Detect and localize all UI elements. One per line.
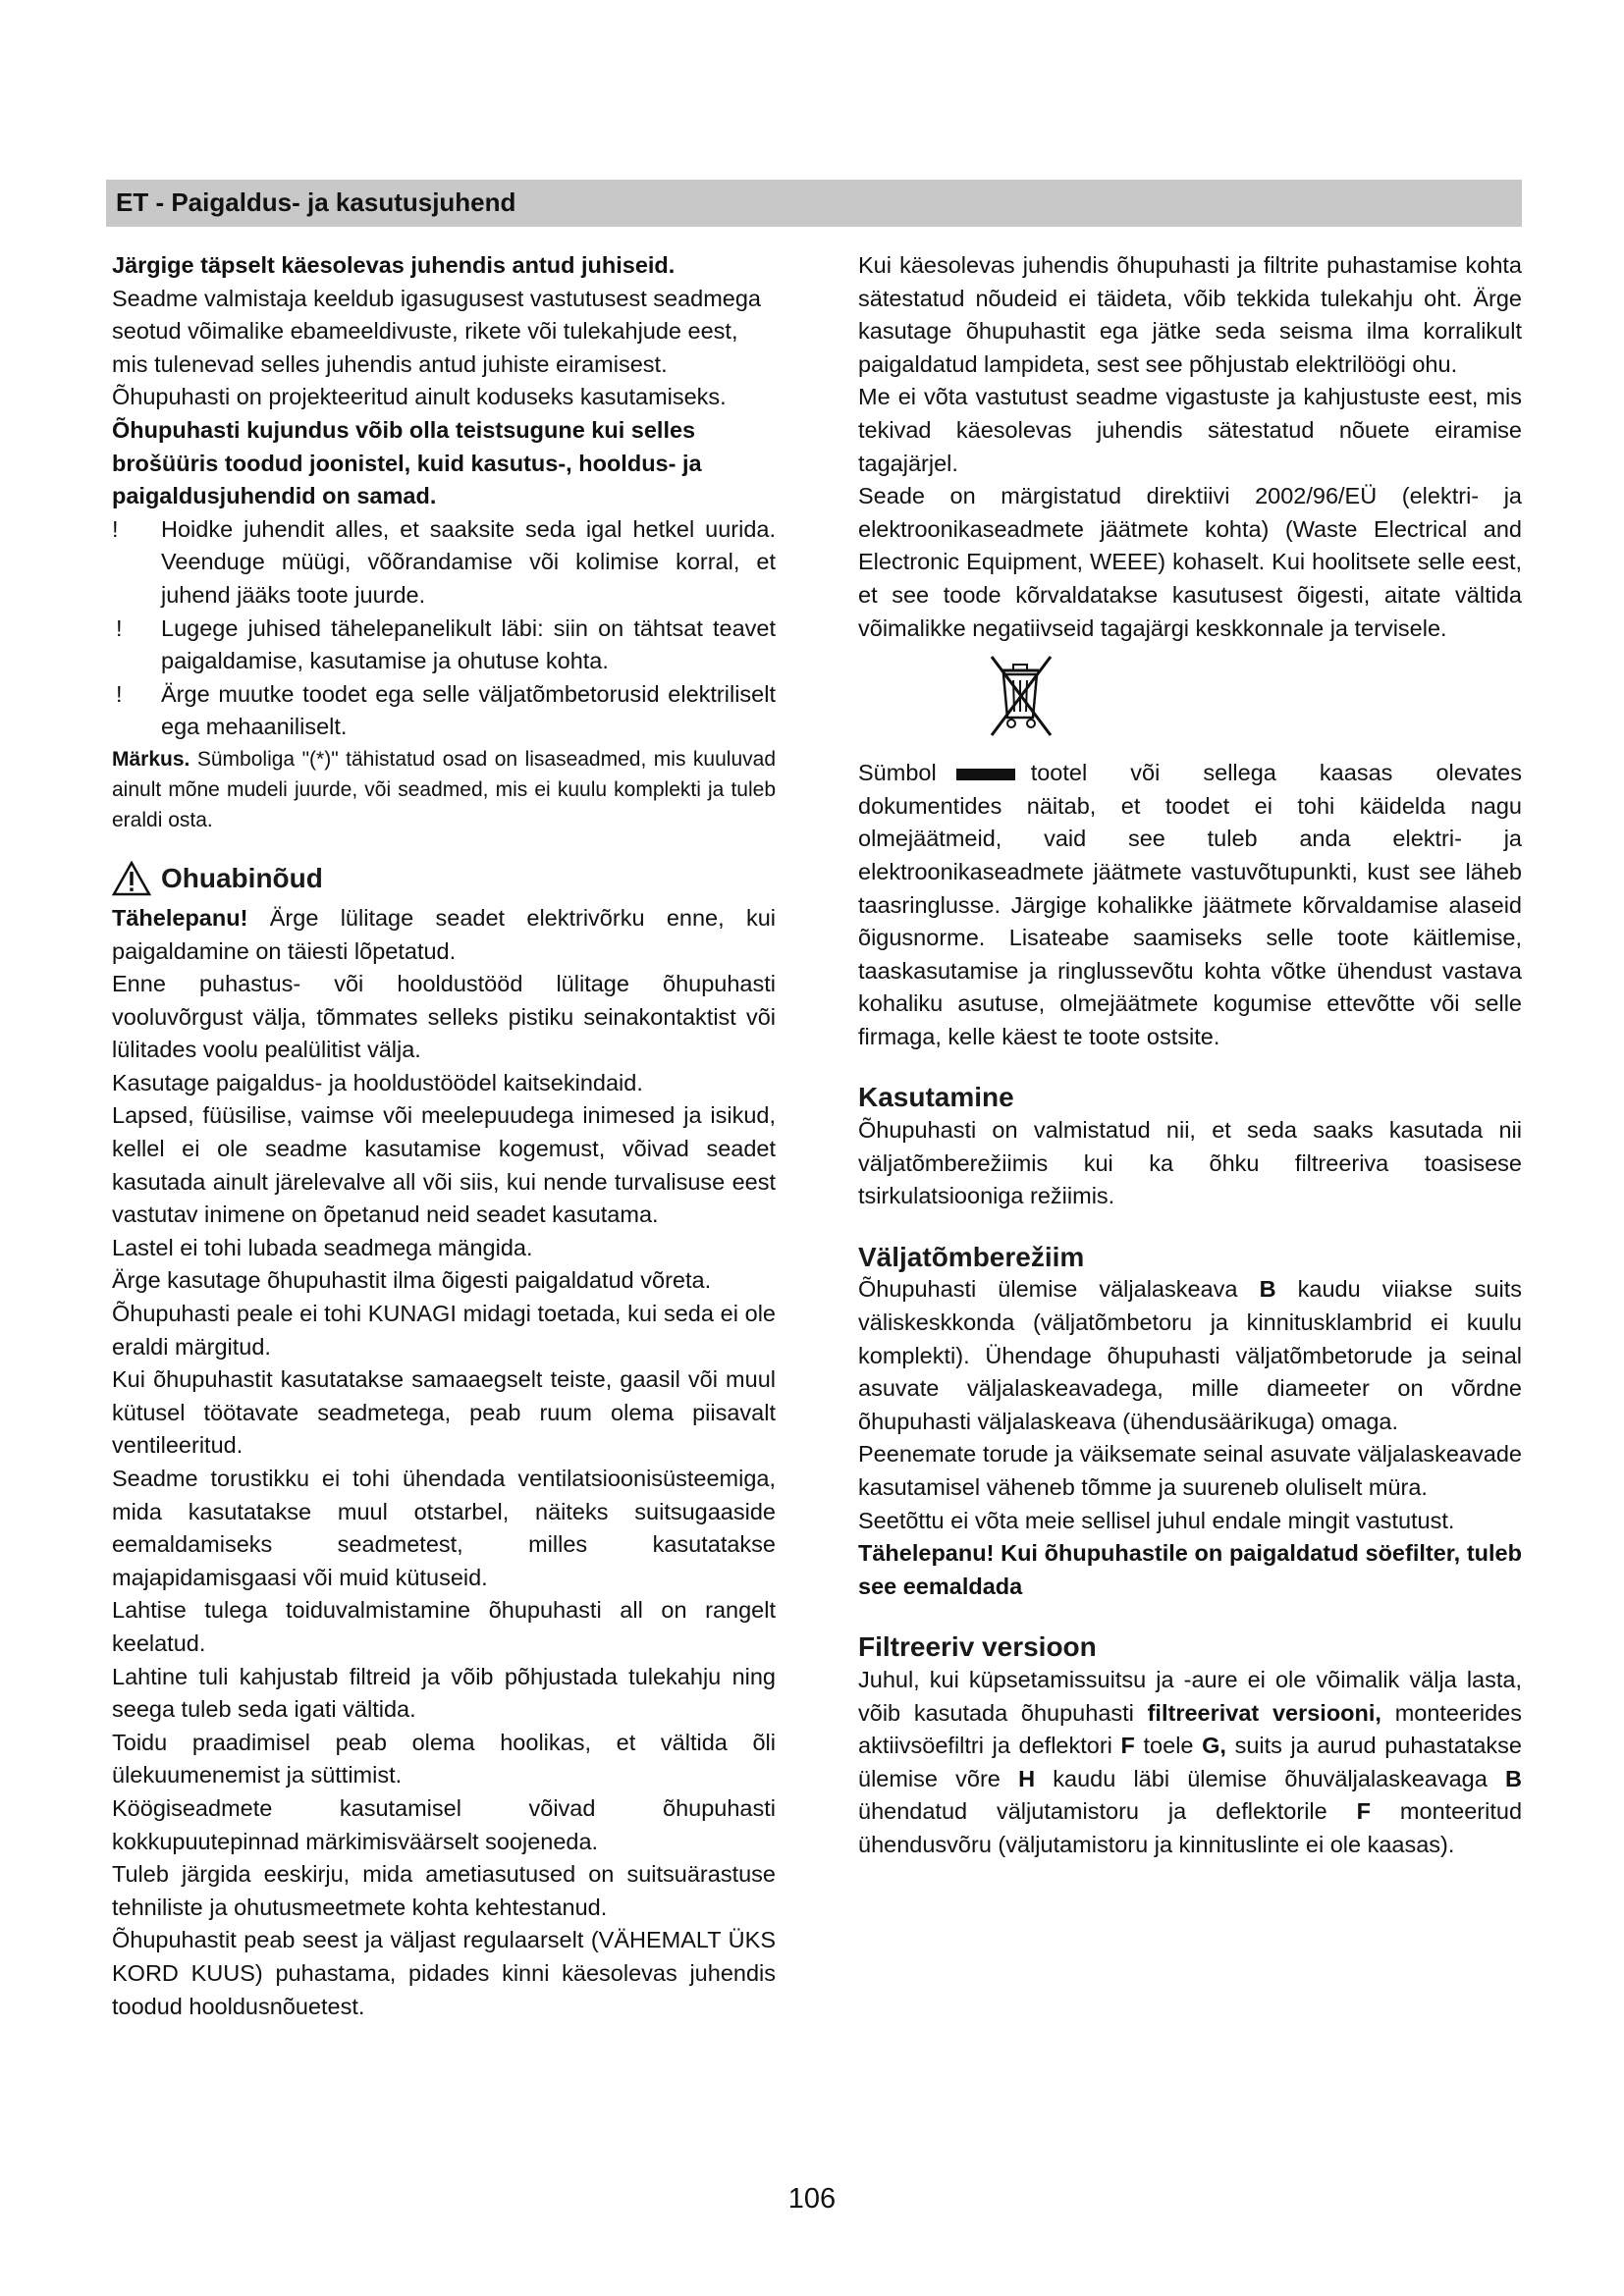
- section-header-bar: [106, 180, 1522, 227]
- bullet-text: Lugege juhised tähelepanelikult läbi: siin on tähtsat teavet paigaldamise, kasutamise ja ohutuse kohta.: [161, 614, 776, 674]
- page-title: ET - Paigaldus- ja kasutusjuhend: [116, 187, 516, 217]
- info-paragraph: Me ei võta vastutust seadme vigastuste ja kahjustuste eest, mis tekivad käesolevas juhendis sätestatud nõuete eiramise tagajärjel.: [858, 384, 1522, 476]
- safety-paragraph: Lapsed, füüsilise, vaimse või meelepuudega inimesed ja isikud, kellel ei ole seadme kasutamise kogemust, võivad seadet kasutada ainult järelevalve all või siis, kui nende turvalisuse eest vastutav inimene on õpetanud neid seadet kasutama.: [112, 1102, 776, 1228]
- extraction-warning: Tähelepanu! Kui õhupuhastile on paigaldatud söefilter, tuleb see eemaldada: [858, 1540, 1522, 1599]
- info-paragraph: Kui käesolevas juhendis õhupuhasti ja filtrite puhastamise kohta sätestatud nõudeid ei täideta, võib tekkida tulekahju oht. Ärge kasutage õhupuhastit ega jätke seda seisma ilma korralikult paigaldatud lampideta, sest see põhjustab elektrilöögi ohu.: [858, 252, 1522, 377]
- safety-paragraph: Kasutage paigaldus- ja hooldustöödel kaitsekindaid.: [112, 1069, 643, 1095]
- safety-paragraph: Lahtine tuli kahjustab filtreid ja võib põhjustada tulekahju ning seega tuleb seda igati vältida.: [112, 1663, 776, 1723]
- attention-label: Tähelepanu!: [112, 904, 248, 931]
- weee-symbol-block: [858, 645, 1522, 757]
- info-paragraph: Seade on märgistatud direktiivi 2002/96/EÜ (elektri- ja elektroonikaseadmete jäätmete kohta) (Waste Electrical and Electronic Equipment, WEEE) kohaselt. Kui hoolitsete selle eest, et see toode kõrvaldatakse kasutusest õigesti, aitate vältida võimalikke negatiivseid tagajärgi keskkonnale ja tervisele.: [858, 483, 1522, 641]
- filter-text: toele: [1143, 1733, 1194, 1759]
- filter-text: monteeritud ühendusvõru (väljutamistoru ja kinnituslinte ei ole kaasas).: [858, 1798, 1523, 1857]
- bullet-mark: !: [116, 614, 123, 641]
- safety-paragraph: Lastel ei tohi lubada seadmega mängida.: [112, 1234, 533, 1260]
- warning-triangle-icon: [112, 861, 151, 896]
- filter-text: kaudu läbi ülemise õhuväljalaskeavaga: [1053, 1765, 1488, 1791]
- extraction-title: Väljatõmberežiim: [858, 1241, 1085, 1272]
- safety-paragraph: Lahtise tulega toiduvalmistamine õhupuhasti all on rangelt keelatud.: [112, 1597, 776, 1656]
- attention-text: Ärge lülitage seadet elektrivõrku enne, kui paigaldamine on täiesti lõpetatud.: [112, 904, 777, 964]
- extraction-paragraph: Peenemate torude ja väiksemate seinal asuvate väljalaskeavade kasutamisel väheneb tõmme ja suureneb oluliselt müra.: [858, 1441, 1522, 1500]
- bullet-mark: !: [112, 515, 119, 542]
- usage-text: Õhupuhasti on valmistatud nii, et seda saaks kasutada nii väljatõmberežiimis kui ka õhku filtreeriva toasisese tsirkulatsiooniga režiimis.: [858, 1117, 1522, 1209]
- safety-paragraph: Õhupuhastit peab seest ja väljast regulaarselt (VÄHEMALT ÜKS KORD KUUS) puhastama, pidades kinni käesolevas juhendis toodud hooldusnõuetest.: [112, 1927, 776, 2019]
- filter-title: Filtreeriv versioon: [858, 1631, 1097, 1663]
- extraction-text: Õhupuhasti ülemise väljalaskeava: [858, 1276, 1238, 1303]
- safety-paragraph: Seadme torustikku ei tohi ühendada ventilatsioonisüsteemiga, mida kasutatakse muul otstarbel, näiteks suitsugaaside eemaldamiseks seadmetest, milles kasutatakse majapidamisgaasi või muid kütuseid.: [112, 1466, 776, 1590]
- bullet-item: [112, 613, 776, 678]
- extraction-text: kaudu viiakse suits väliskeskkonda (väljatõmbetoru ja kinnitusklambrid ei kuulu komplekti). Ühendage õhupuhasti väljatõmbetorude ja seinal asuvate väljalaskeavadega, mille diameeter on võrdne õhupuhasti väljalaskeava (ühendusäärikuga) omaga.: [858, 1276, 1523, 1434]
- intro-text: Seadme valmistaja keeldub igasugusest vastutusest seadmega seotud võimalike ebameeldivuste, rikete või tulekahjude eest, mis tulenevad selles juhendis antud juhiste eiramisest. Õhupuhasti on projekteeritud ainult koduseks kasutamiseks.: [112, 285, 761, 410]
- filter-paragraph: [858, 1664, 1522, 1862]
- label-f: F: [1356, 1798, 1371, 1825]
- label-h: H: [1018, 1765, 1036, 1791]
- filter-text: monteerides aktiivsöefiltri ja deflektori: [858, 1699, 1523, 1759]
- filter-text: suits ja aurud puhastatakse ülemise võre: [858, 1733, 1523, 1791]
- extraction-paragraph: Seetõttu ei võta meie sellisel juhul endale mingit vastutust.: [858, 1507, 1455, 1533]
- safety-heading: [112, 861, 776, 896]
- design-note: Õhupuhasti kujundus võib olla teistsugune kui selles brošüüris toodud joonistel, kuid kasutus-, hooldus- ja paigaldusjuhendid on samad.: [112, 416, 702, 509]
- bullet-text: Hoidke juhendit alles, et saaksite seda igal hetkel uurida. Veenduge müügi, võõrandamise või kolimise korral, et juhend jääks toote juurde.: [161, 515, 776, 608]
- intro-bold: Järgige täpselt käesolevas juhendis antud juhiseid.: [112, 252, 676, 278]
- right-column: [858, 249, 1522, 1862]
- symbol-word: Sümbol: [858, 760, 937, 786]
- attention-paragraph: [112, 902, 776, 968]
- bullet-text: Ärge muutke toodet ega selle väljatõmbetorusid elektriliselt ega mehaaniliselt.: [161, 680, 776, 740]
- symbol-paragraph: [858, 757, 1522, 1053]
- safety-paragraph: Kui õhupuhastit kasutatakse samaaegselt teiste, gaasil või muul kütusel töötavate seadmetega, peab ruum olema piisavalt ventileeritud.: [112, 1366, 776, 1459]
- label-g: G,: [1202, 1733, 1226, 1759]
- usage-title: Kasutamine: [858, 1082, 1014, 1113]
- note-text: Sümboliga "(*)" tähistatud osad on lisaseadmed, mis kuuluvad ainult mõne mudeli juurde, või seadmed, mis ei kuulu komplekti ja tuleb eraldi osta.: [112, 747, 776, 831]
- crossed-bin-icon: [976, 645, 1064, 753]
- safety-paragraph: Tuleb järgida eeskirju, mida ametiasutused on suitsuärastuse tehniliste ja ohutusmeetmete kohta kehtestanud.: [112, 1861, 776, 1920]
- weee-bar-icon: [956, 769, 1015, 780]
- safety-paragraph: Enne puhastus- või hooldustööd lülitage õhupuhasti vooluvõrgust välja, tõmmates selleks pistiku seinakontaktist või lülitades voolu pealülitist välja.: [112, 971, 776, 1063]
- filter-bold: filtreerivat versiooni,: [1147, 1699, 1381, 1726]
- page-number: 106: [787, 2183, 837, 2215]
- label-b: B: [1505, 1765, 1522, 1791]
- safety-paragraph: Köögiseadmete kasutamisel võivad õhupuhasti kokkupuutepinnad märkimisväärselt soojeneda.: [112, 1794, 776, 1854]
- safety-title: Ohuabinõud: [161, 863, 323, 894]
- extraction-paragraph: [858, 1273, 1522, 1438]
- note-label: Märkus.: [112, 747, 190, 771]
- label-f: F: [1120, 1733, 1135, 1759]
- symbol-text-first: tootel või sellega kaasas olevates: [1030, 760, 1522, 786]
- filter-text: Juhul, kui küpsetamissuitsu ja -aure ei ole võimalik välja lasta, võib kasutada õhupuhasti: [858, 1666, 1522, 1726]
- note: [112, 744, 776, 835]
- bullet-mark: !: [116, 680, 123, 707]
- safety-paragraph: Toidu praadimisel peab olema hoolikas, et vältida õli ülekuumenemist ja süttimist.: [112, 1729, 776, 1789]
- safety-paragraph: Õhupuhasti peale ei tohi KUNAGI midagi toetada, kui seda ei ole eraldi märgitud.: [112, 1301, 776, 1360]
- filter-text: ühendatud väljutamistoru ja deflektorile: [858, 1798, 1327, 1825]
- bullet-item: [112, 678, 776, 744]
- safety-paragraph: Ärge kasutage õhupuhastit ilma õigesti paigaldatud võreta.: [112, 1267, 712, 1294]
- left-column: [112, 249, 776, 2023]
- symbol-text-rest: dokumentides näitab, et toodet ei tohi käidelda nagu olmejäätmeid, vaid see tuleb anda elektri- ja elektroonikaseadmete jäätmete vastuvõtupunkti, kust see läheb taasringlusse. Järgige kohalikke jäätmete kõrvaldamise alaseid õigusnorme. Lisateabe saamiseks selle toote käitlemise, taaskasutamise ja ringlussevõtu kohta võtke ühendust vastava kohaliku asutuse, olmejäätmete kogumise ettevõtte või selle firmaga, kelle käest te toote ostsite.: [858, 792, 1522, 1049]
- bullet-item: [112, 513, 776, 613]
- label-b: B: [1259, 1276, 1276, 1303]
